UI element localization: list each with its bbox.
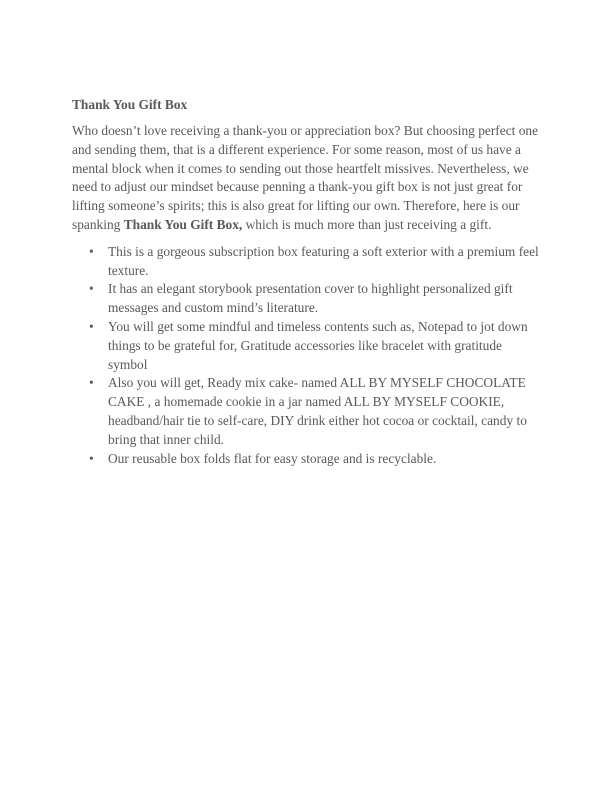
list-item-text: This is a gorgeous subscription box featuring a soft exterior with a premium feel texture. bbox=[108, 243, 539, 278]
bullet-icon: • bbox=[89, 450, 94, 466]
list-item bbox=[72, 374, 540, 449]
bullet-icon: • bbox=[89, 318, 94, 334]
intro-bold-text: Thank You Gift Box, bbox=[123, 216, 243, 232]
bullet-icon: • bbox=[89, 375, 94, 391]
document-title: Thank You Gift Box bbox=[72, 97, 188, 112]
list-item bbox=[72, 450, 540, 469]
list-item bbox=[72, 280, 540, 318]
list-item-text: It has an elegant storybook presentation cover to highlight personalized gift messages and custom mind’s literature. bbox=[108, 281, 513, 316]
feature-list bbox=[72, 243, 540, 469]
list-item bbox=[72, 243, 540, 281]
list-item bbox=[72, 318, 540, 374]
intro-text-before: Who doesn’t love receiving a thank-you or appreciation box? But choosing perfect one and sending them, that is a different experience. For some reason, most of us have a mental block when it comes to sending out those heartfelt missives. Nevertheless, we need to adjust our mindset because penning a thank-you gift box is not just great for lifting someone’s spirits; this is also great for lifting our own. Therefore, here is our spanking bbox=[72, 123, 539, 232]
document-page bbox=[72, 96, 540, 468]
list-item-text: Our reusable box folds flat for easy storage and is recyclable. bbox=[108, 450, 437, 466]
list-item-text: You will get some mindful and timeless contents such as, Notepad to jot down things to be grateful for, Gratitude accessories like bracelet with gratitude symbol bbox=[108, 318, 528, 372]
list-item-text: Also you will get, Ready mix cake- named ALL BY MYSELF CHOCOLATE CAKE , a homemade cookie in a jar named ALL BY MYSELF COOKIE, headband/hair tie to self-care, DIY drink either hot cocoa or cocktail, candy to bring that inner child. bbox=[108, 375, 527, 447]
bullet-icon: • bbox=[89, 281, 94, 297]
intro-paragraph bbox=[72, 122, 540, 235]
intro-text-after: which is much more than just receiving a gift. bbox=[242, 216, 492, 232]
bullet-icon: • bbox=[89, 243, 94, 259]
